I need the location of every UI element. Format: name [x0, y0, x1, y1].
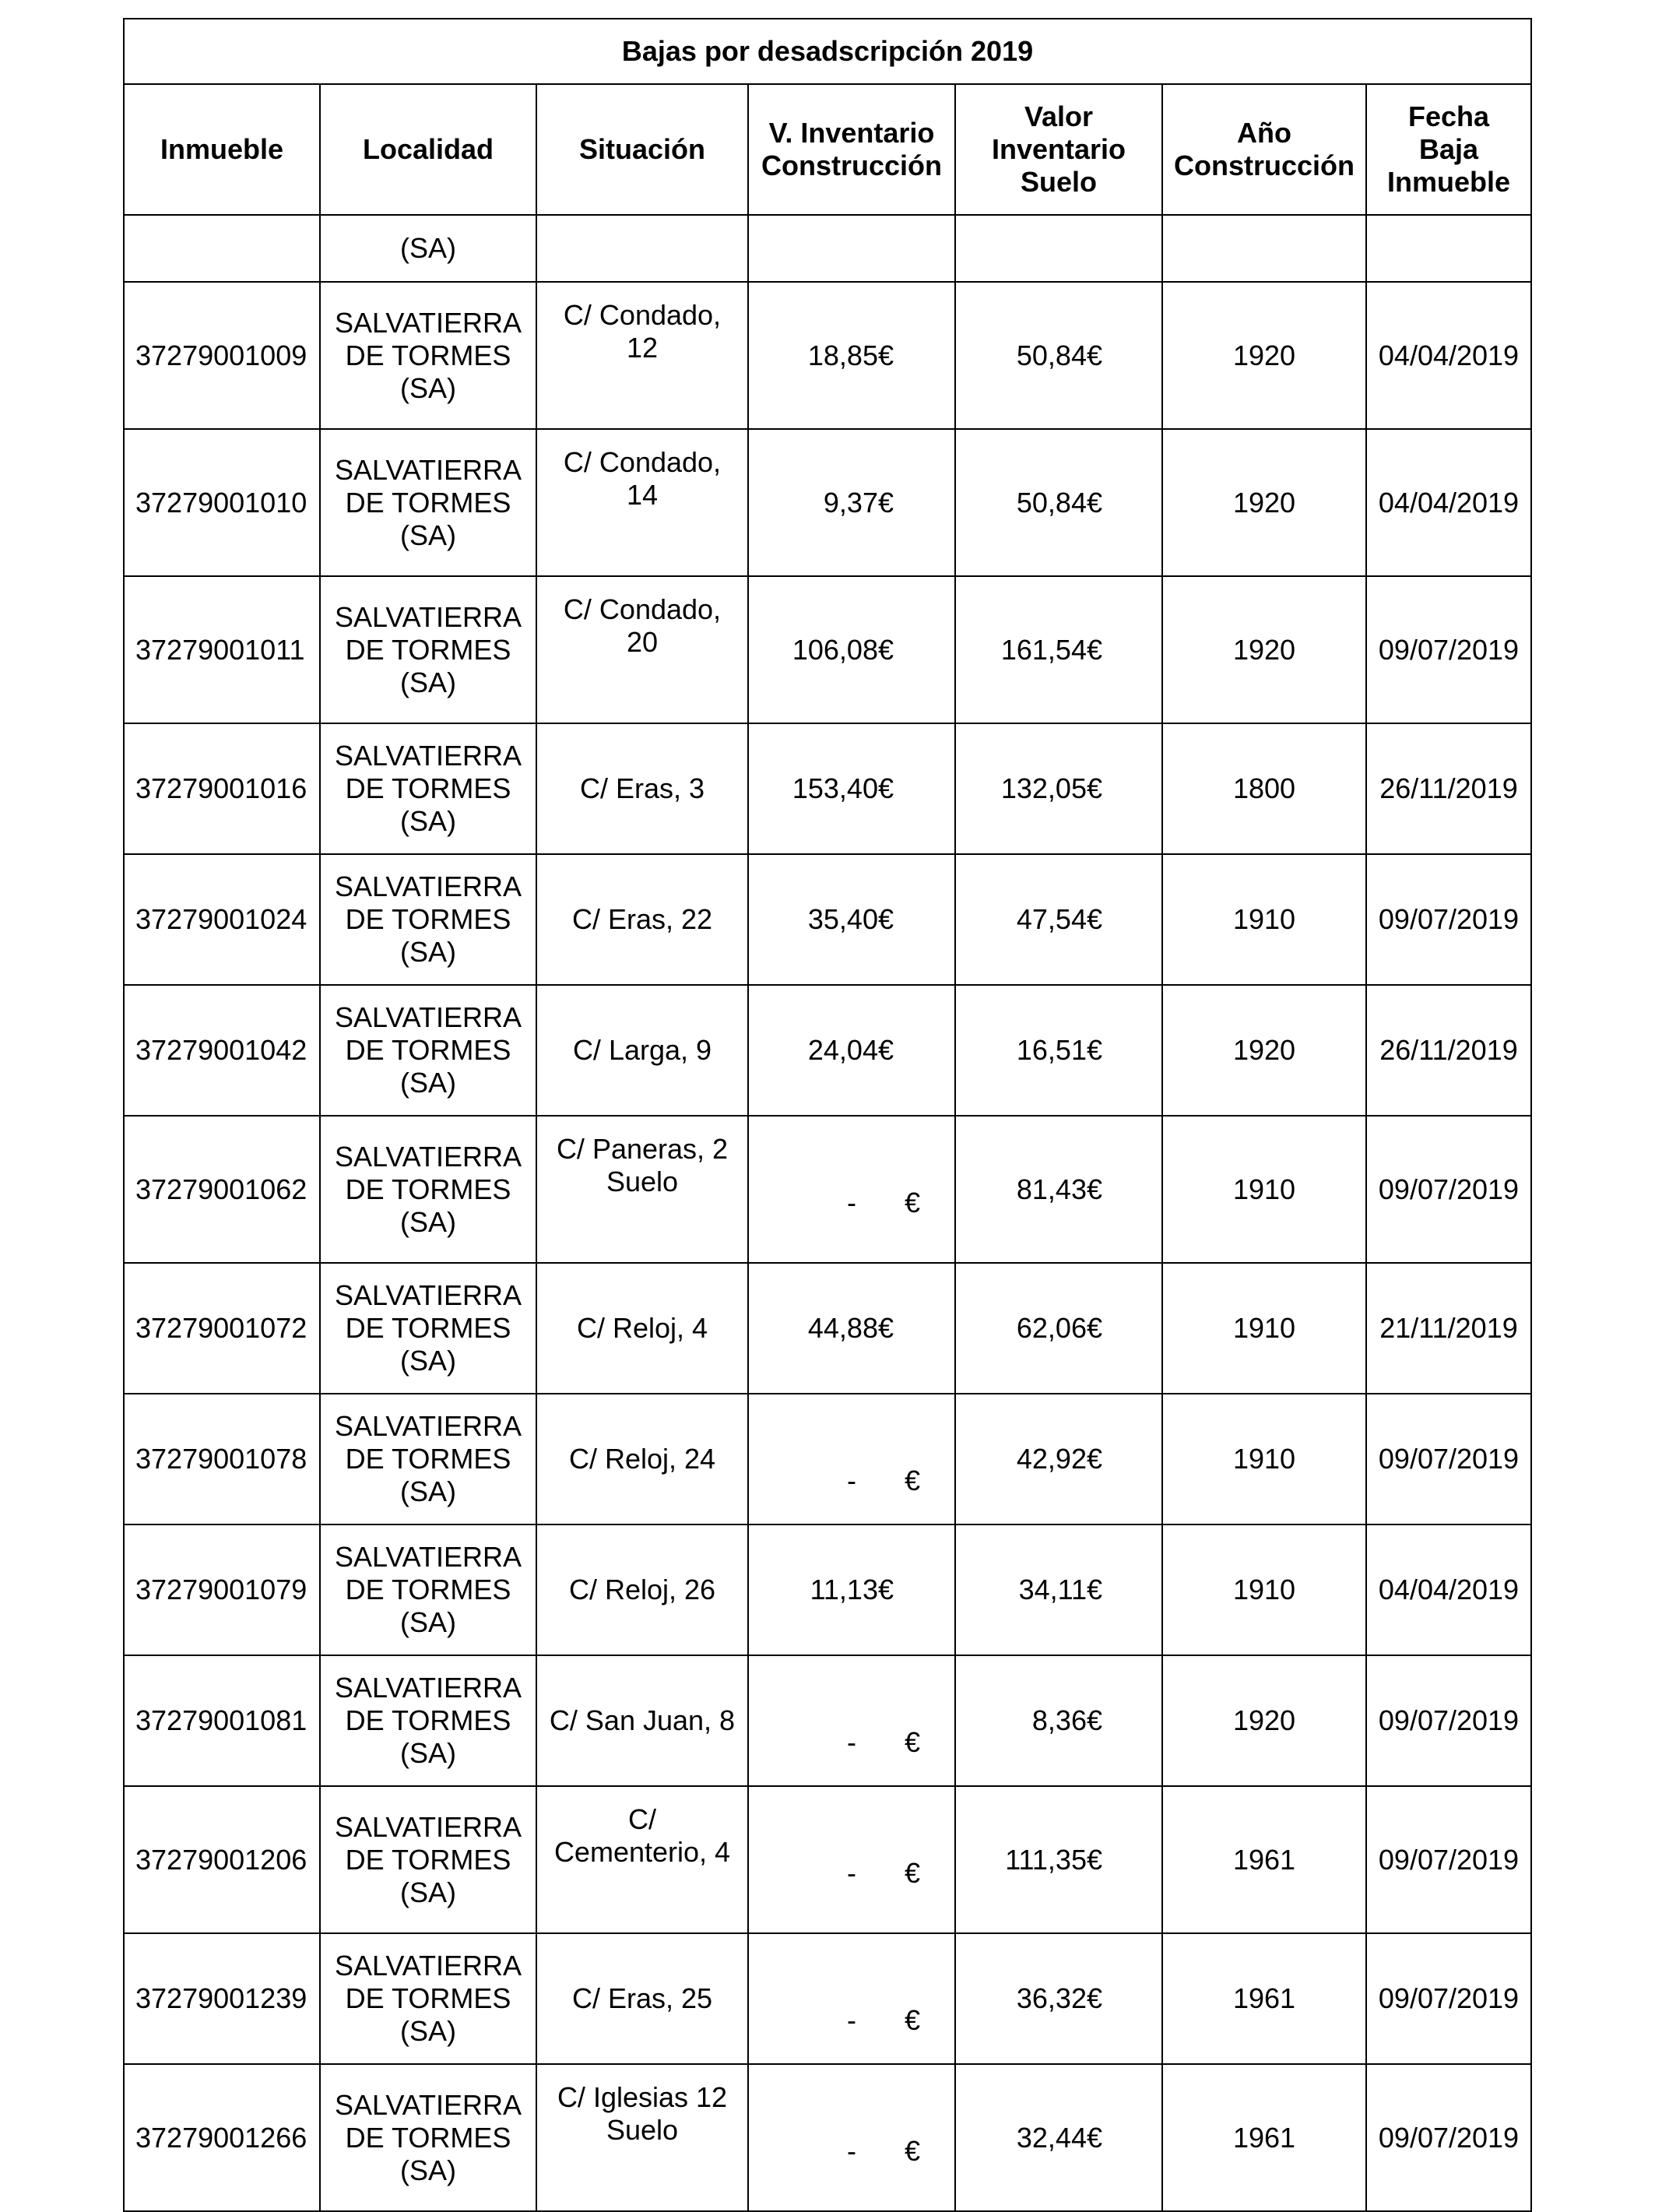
table-row [124, 723, 1531, 854]
cell-anio-construccion: 1961 [1162, 2064, 1366, 2211]
cell-v-inventario-construccion [748, 2064, 955, 2211]
cell-localidad: SALVATIERRA DE TORMES (SA) [320, 985, 536, 1116]
euro-symbol: € [905, 2004, 921, 2036]
euro-symbol: € [905, 1857, 921, 1889]
cell-anio-construccion: 1910 [1162, 1524, 1366, 1655]
cell-inmueble: 37279001011 [124, 576, 320, 723]
header-valor-inventario-suelo: Valor Inventario Suelo [955, 84, 1162, 215]
header-anio-construccion: Año Construcción [1162, 84, 1366, 215]
cell-v-inventario-construccion: 11,13€ [748, 1524, 955, 1655]
cell-localidad: SALVATIERRA DE TORMES (SA) [320, 1394, 536, 1524]
cell-anio-construccion: 1920 [1162, 576, 1366, 723]
bajas-table [123, 18, 1532, 2212]
cell-fecha-baja: 09/07/2019 [1366, 576, 1531, 723]
cell-fecha-baja: 09/07/2019 [1366, 1394, 1531, 1524]
cell-v-inventario-construccion: 35,40€ [748, 854, 955, 985]
cell-v-inventario-construccion [748, 1394, 955, 1524]
cell-valor-inventario-suelo: 81,43€ [955, 1116, 1162, 1263]
cell-valor-inventario-suelo: 62,06€ [955, 1263, 1162, 1394]
cell-localidad: SALVATIERRA DE TORMES (SA) [320, 1786, 536, 1933]
cell-situacion: C/ Paneras, 2 Suelo [536, 1116, 748, 1263]
cell-v-inventario-construccion [748, 1655, 955, 1786]
cell-inmueble: 37279001081 [124, 1655, 320, 1786]
cell-inmueble: 37279001266 [124, 2064, 320, 2211]
table-row [124, 2064, 1531, 2211]
cell-fecha-baja: 26/11/2019 [1366, 985, 1531, 1116]
cell-v-inventario-construccion: 24,04€ [748, 985, 955, 1116]
table-row [124, 1933, 1531, 2064]
cell-fecha-baja: 09/07/2019 [1366, 854, 1531, 985]
cell-v-inventario-construccion [748, 1933, 955, 2064]
empty-value-dash: - [847, 1857, 856, 1889]
cell-anio-construccion: 1961 [1162, 1933, 1366, 2064]
continuation-situacion [536, 215, 748, 282]
header-localidad: Localidad [320, 84, 536, 215]
cell-localidad: SALVATIERRA DE TORMES (SA) [320, 2064, 536, 2211]
cell-situacion: C/ San Juan, 8 [536, 1655, 748, 1786]
cell-fecha-baja: 09/07/2019 [1366, 1116, 1531, 1263]
cell-anio-construccion: 1920 [1162, 429, 1366, 576]
cell-anio-construccion: 1920 [1162, 985, 1366, 1116]
cell-localidad: SALVATIERRA DE TORMES (SA) [320, 576, 536, 723]
cell-situacion: C/ Iglesias 12 Suelo [536, 2064, 748, 2211]
cell-situacion: C/ Reloj, 4 [536, 1263, 748, 1394]
cell-anio-construccion: 1920 [1162, 282, 1366, 429]
cell-fecha-baja: 09/07/2019 [1366, 2064, 1531, 2211]
table-row [124, 854, 1531, 985]
table-row [124, 1655, 1531, 1786]
empty-value-dash: - [847, 1726, 856, 1758]
cell-anio-construccion: 1920 [1162, 1655, 1366, 1786]
cell-localidad: SALVATIERRA DE TORMES (SA) [320, 723, 536, 854]
cell-valor-inventario-suelo: 47,54€ [955, 854, 1162, 985]
table-row [124, 576, 1531, 723]
cell-fecha-baja: 04/04/2019 [1366, 429, 1531, 576]
cell-valor-inventario-suelo: 161,54€ [955, 576, 1162, 723]
continuation-row [124, 215, 1531, 282]
table-row [124, 1116, 1531, 1263]
empty-value-dash: - [847, 2135, 856, 2167]
continuation-suelo [955, 215, 1162, 282]
continuation-construccion [748, 215, 955, 282]
cell-valor-inventario-suelo: 32,44€ [955, 2064, 1162, 2211]
cell-v-inventario-construccion: 106,08€ [748, 576, 955, 723]
cell-fecha-baja: 09/07/2019 [1366, 1655, 1531, 1786]
cell-inmueble: 37279001239 [124, 1933, 320, 2064]
continuation-localidad: (SA) [320, 215, 536, 282]
cell-situacion: C/ Reloj, 24 [536, 1394, 748, 1524]
cell-valor-inventario-suelo: 34,11€ [955, 1524, 1162, 1655]
cell-valor-inventario-suelo: 111,35€ [955, 1786, 1162, 1933]
cell-inmueble: 37279001062 [124, 1116, 320, 1263]
cell-v-inventario-construccion: 153,40€ [748, 723, 955, 854]
cell-anio-construccion: 1961 [1162, 1786, 1366, 1933]
cell-valor-inventario-suelo: 132,05€ [955, 723, 1162, 854]
header-situacion: Situación [536, 84, 748, 215]
table-row [124, 429, 1531, 576]
euro-symbol: € [905, 2135, 921, 2167]
cell-inmueble: 37279001009 [124, 282, 320, 429]
cell-fecha-baja: 04/04/2019 [1366, 1524, 1531, 1655]
continuation-anio [1162, 215, 1366, 282]
cell-v-inventario-construccion [748, 1116, 955, 1263]
table-row [124, 985, 1531, 1116]
cell-inmueble: 37279001078 [124, 1394, 320, 1524]
header-v-inventario-construccion: V. Inventario Construcción [748, 84, 955, 215]
empty-value-dash: - [847, 1187, 856, 1219]
cell-situacion: C/ Larga, 9 [536, 985, 748, 1116]
cell-situacion: C/ Eras, 25 [536, 1933, 748, 2064]
table-row [124, 1394, 1531, 1524]
euro-symbol: € [905, 1726, 921, 1758]
header-inmueble: Inmueble [124, 84, 320, 215]
cell-situacion: C/ Condado, 14 [536, 429, 748, 576]
cell-localidad: SALVATIERRA DE TORMES (SA) [320, 1933, 536, 2064]
cell-inmueble: 37279001072 [124, 1263, 320, 1394]
euro-symbol: € [905, 1465, 921, 1496]
cell-situacion: C/ Eras, 22 [536, 854, 748, 985]
euro-symbol: € [905, 1187, 921, 1219]
cell-situacion: C/ Reloj, 26 [536, 1524, 748, 1655]
cell-anio-construccion: 1910 [1162, 1116, 1366, 1263]
cell-localidad: SALVATIERRA DE TORMES (SA) [320, 282, 536, 429]
cell-inmueble: 37279001024 [124, 854, 320, 985]
cell-localidad: SALVATIERRA DE TORMES (SA) [320, 1263, 536, 1394]
cell-v-inventario-construccion: 9,37€ [748, 429, 955, 576]
cell-fecha-baja: 26/11/2019 [1366, 723, 1531, 854]
table-row [124, 1524, 1531, 1655]
cell-localidad: SALVATIERRA DE TORMES (SA) [320, 1655, 536, 1786]
cell-valor-inventario-suelo: 36,32€ [955, 1933, 1162, 2064]
cell-anio-construccion: 1910 [1162, 1263, 1366, 1394]
empty-value-dash: - [847, 2004, 856, 2036]
cell-valor-inventario-suelo: 50,84€ [955, 429, 1162, 576]
cell-inmueble: 37279001016 [124, 723, 320, 854]
cell-anio-construccion: 1910 [1162, 1394, 1366, 1524]
cell-fecha-baja: 09/07/2019 [1366, 1933, 1531, 2064]
cell-inmueble: 37279001042 [124, 985, 320, 1116]
cell-localidad: SALVATIERRA DE TORMES (SA) [320, 429, 536, 576]
continuation-fecha [1366, 215, 1531, 282]
cell-valor-inventario-suelo: 42,92€ [955, 1394, 1162, 1524]
table-row [124, 1263, 1531, 1394]
cell-situacion: C/ Condado, 12 [536, 282, 748, 429]
header-row [124, 84, 1531, 215]
cell-valor-inventario-suelo: 8,36€ [955, 1655, 1162, 1786]
cell-inmueble: 37279001206 [124, 1786, 320, 1933]
cell-situacion: C/ Cementerio, 4 [536, 1786, 748, 1933]
table-row [124, 282, 1531, 429]
cell-valor-inventario-suelo: 50,84€ [955, 282, 1162, 429]
cell-v-inventario-construccion: 18,85€ [748, 282, 955, 429]
cell-inmueble: 37279001079 [124, 1524, 320, 1655]
empty-value-dash: - [847, 1465, 856, 1496]
cell-localidad: SALVATIERRA DE TORMES (SA) [320, 1524, 536, 1655]
cell-inmueble: 37279001010 [124, 429, 320, 576]
cell-localidad: SALVATIERRA DE TORMES (SA) [320, 854, 536, 985]
table-row [124, 1786, 1531, 1933]
cell-situacion: C/ Condado, 20 [536, 576, 748, 723]
continuation-inmueble [124, 215, 320, 282]
table-title: Bajas por desadscripción 2019 [124, 19, 1531, 84]
title-row [124, 19, 1531, 84]
cell-valor-inventario-suelo: 16,51€ [955, 985, 1162, 1116]
cell-v-inventario-construccion: 44,88€ [748, 1263, 955, 1394]
header-fecha-baja: Fecha Baja Inmueble [1366, 84, 1531, 215]
cell-anio-construccion: 1910 [1162, 854, 1366, 985]
cell-anio-construccion: 1800 [1162, 723, 1366, 854]
cell-fecha-baja: 09/07/2019 [1366, 1786, 1531, 1933]
cell-fecha-baja: 04/04/2019 [1366, 282, 1531, 429]
cell-situacion: C/ Eras, 3 [536, 723, 748, 854]
cell-fecha-baja: 21/11/2019 [1366, 1263, 1531, 1394]
cell-localidad: SALVATIERRA DE TORMES (SA) [320, 1116, 536, 1263]
cell-v-inventario-construccion [748, 1786, 955, 1933]
